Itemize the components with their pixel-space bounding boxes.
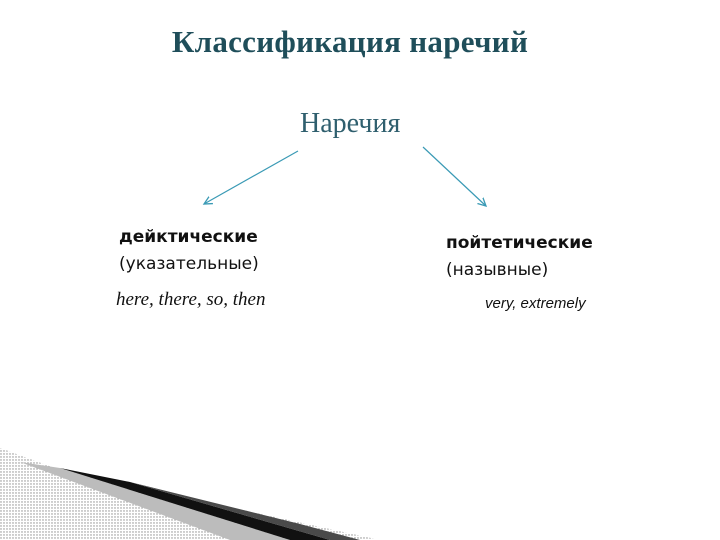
right-branch-subheading: (назывные): [446, 260, 549, 280]
root-node: Наречия: [300, 108, 401, 139]
left-branch-heading: дейктические: [119, 227, 258, 247]
right-branch-heading: пойтетические: [446, 233, 593, 253]
slide-title: Классификация наречий: [171, 24, 529, 59]
left-branch-examples: here, there, so, then: [116, 289, 266, 310]
decorative-swoosh: [0, 448, 380, 540]
arrow-left: [204, 151, 298, 204]
arrow-right: [423, 147, 486, 206]
left-branch-subheading: (указательные): [119, 254, 259, 274]
right-branch-examples: very, extremely: [485, 295, 586, 312]
